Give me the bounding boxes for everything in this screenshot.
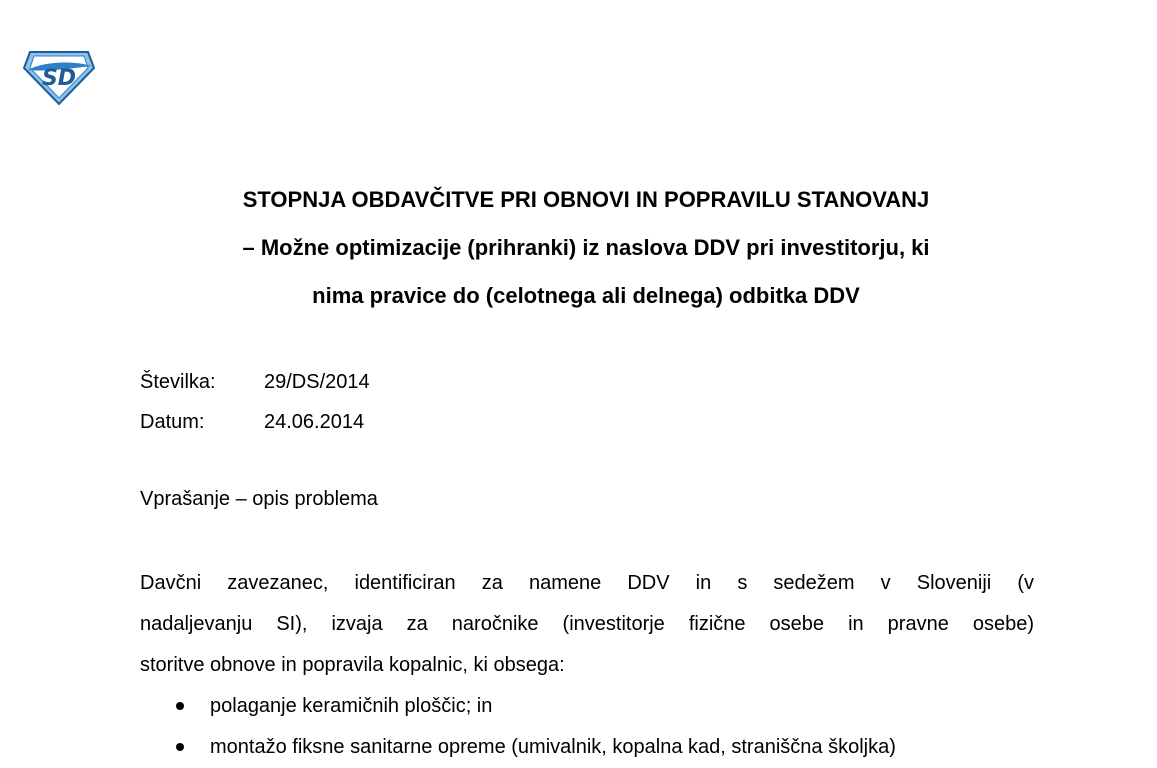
document-title	[120, 176, 1052, 320]
list-item-text: montažo fiksne sanitarne opreme (umivalnik, kopalna kad, straniščna školjka)	[210, 736, 896, 758]
meta-row-number	[140, 362, 370, 402]
bullet-dot-icon	[176, 743, 184, 751]
meta-row-date	[140, 402, 370, 442]
title-line-2: – Možne optimizacije (prihranki) iz naslova DDV pri investitorju, ki	[242, 235, 930, 260]
bullet-list	[172, 686, 1034, 768]
paragraph-line-2: nadaljevanju SI), izvaja za naročnike (investitorje fizične osebe in pravne osebe)	[140, 613, 1034, 635]
title-line-1: STOPNJA OBDAVČITVE PRI OBNOVI IN POPRAVILU STANOVANJ	[242, 187, 930, 212]
company-logo-icon	[22, 48, 96, 106]
list-item	[172, 686, 1034, 727]
document-meta	[140, 362, 370, 442]
section-heading: Vprašanje – opis problema	[140, 488, 378, 510]
meta-number-label: Številka:	[140, 371, 216, 393]
title-line-3: nima pravice do (celotnega ali delnega) odbitka DDV	[312, 283, 860, 308]
paragraph-line-3: storitve obnove in popravila kopalnic, ki obsega:	[140, 654, 565, 676]
list-item	[172, 727, 1034, 768]
body-paragraph	[140, 563, 1034, 686]
logo-letters: SD	[41, 66, 77, 91]
paragraph-line-1: Davčni zavezanec, identificiran za namene DDV in s sedežem v Sloveniji (v	[140, 572, 1034, 594]
bullet-dot-icon	[176, 702, 184, 710]
meta-date-label: Datum:	[140, 411, 205, 433]
meta-date-value: 24.06.2014	[264, 411, 365, 433]
list-item-text: polaganje keramičnih ploščic; in	[210, 695, 493, 717]
meta-number-value: 29/DS/2014	[264, 371, 370, 393]
